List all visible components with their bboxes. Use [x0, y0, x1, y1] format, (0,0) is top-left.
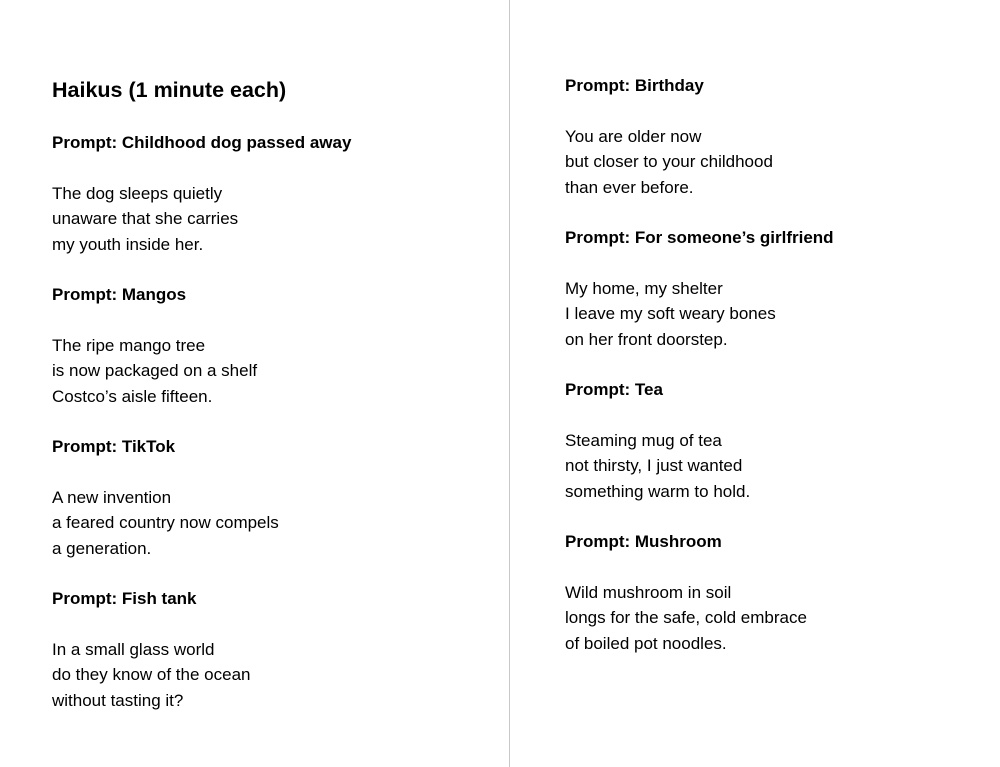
prompt-heading: Prompt: Childhood dog passed away — [52, 133, 352, 152]
prompt-heading: Prompt: TikTok — [52, 437, 176, 456]
haiku-line: In a small glass world — [52, 640, 215, 659]
page-title: Haikus (1 minute each) — [52, 78, 287, 102]
prompt-heading: Prompt: Fish tank — [52, 589, 197, 608]
haiku — [565, 428, 750, 504]
haiku-line: is now packaged on a shelf — [52, 361, 258, 381]
haiku-line: but closer to your childhood — [565, 152, 773, 172]
haiku-line: The dog sleeps quietly — [52, 184, 223, 203]
prompt-heading: Prompt: Mangos — [52, 285, 187, 304]
haiku — [565, 276, 776, 352]
haiku-line: than ever before. — [565, 177, 694, 197]
haiku-line: My home, my shelter — [565, 279, 723, 298]
haiku-line: my youth inside her. — [52, 234, 204, 254]
prompt-heading: Prompt: Birthday — [565, 76, 704, 95]
haiku-line: do they know of the ocean — [52, 665, 251, 685]
haiku-line: You are older now — [565, 127, 702, 146]
prompt-heading: Prompt: Tea — [565, 380, 663, 399]
haiku — [565, 124, 773, 200]
haiku — [565, 580, 807, 656]
haiku — [52, 485, 279, 561]
haiku-line: Costco’s aisle fifteen. — [52, 386, 213, 406]
haiku-line: A new invention — [52, 488, 172, 507]
haiku-line: a feared country now compels — [52, 513, 279, 533]
haiku — [52, 181, 238, 257]
haiku-line: not thirsty, I just wanted — [565, 456, 743, 476]
haiku-line: on her front doorstep. — [565, 329, 728, 349]
haiku-line: longs for the safe, cold embrace — [565, 608, 807, 628]
haiku-line: The ripe mango tree — [52, 336, 206, 355]
haiku-line: Steaming mug of tea — [565, 431, 722, 450]
haiku-line: something warm to hold. — [565, 481, 751, 501]
haiku-line: of boiled pot noodles. — [565, 633, 727, 653]
haiku-line: unaware that she carries — [52, 209, 239, 229]
haiku — [52, 333, 257, 409]
haiku-line: a generation. — [52, 538, 152, 558]
haiku — [52, 637, 250, 713]
page-divider — [509, 0, 510, 767]
haiku-line: I leave my soft weary bones — [565, 304, 776, 324]
haiku-line: without tasting it? — [52, 690, 184, 710]
haiku-line: Wild mushroom in soil — [565, 583, 732, 602]
prompt-heading: Prompt: For someone’s girlfriend — [565, 228, 834, 247]
prompt-heading: Prompt: Mushroom — [565, 532, 722, 551]
